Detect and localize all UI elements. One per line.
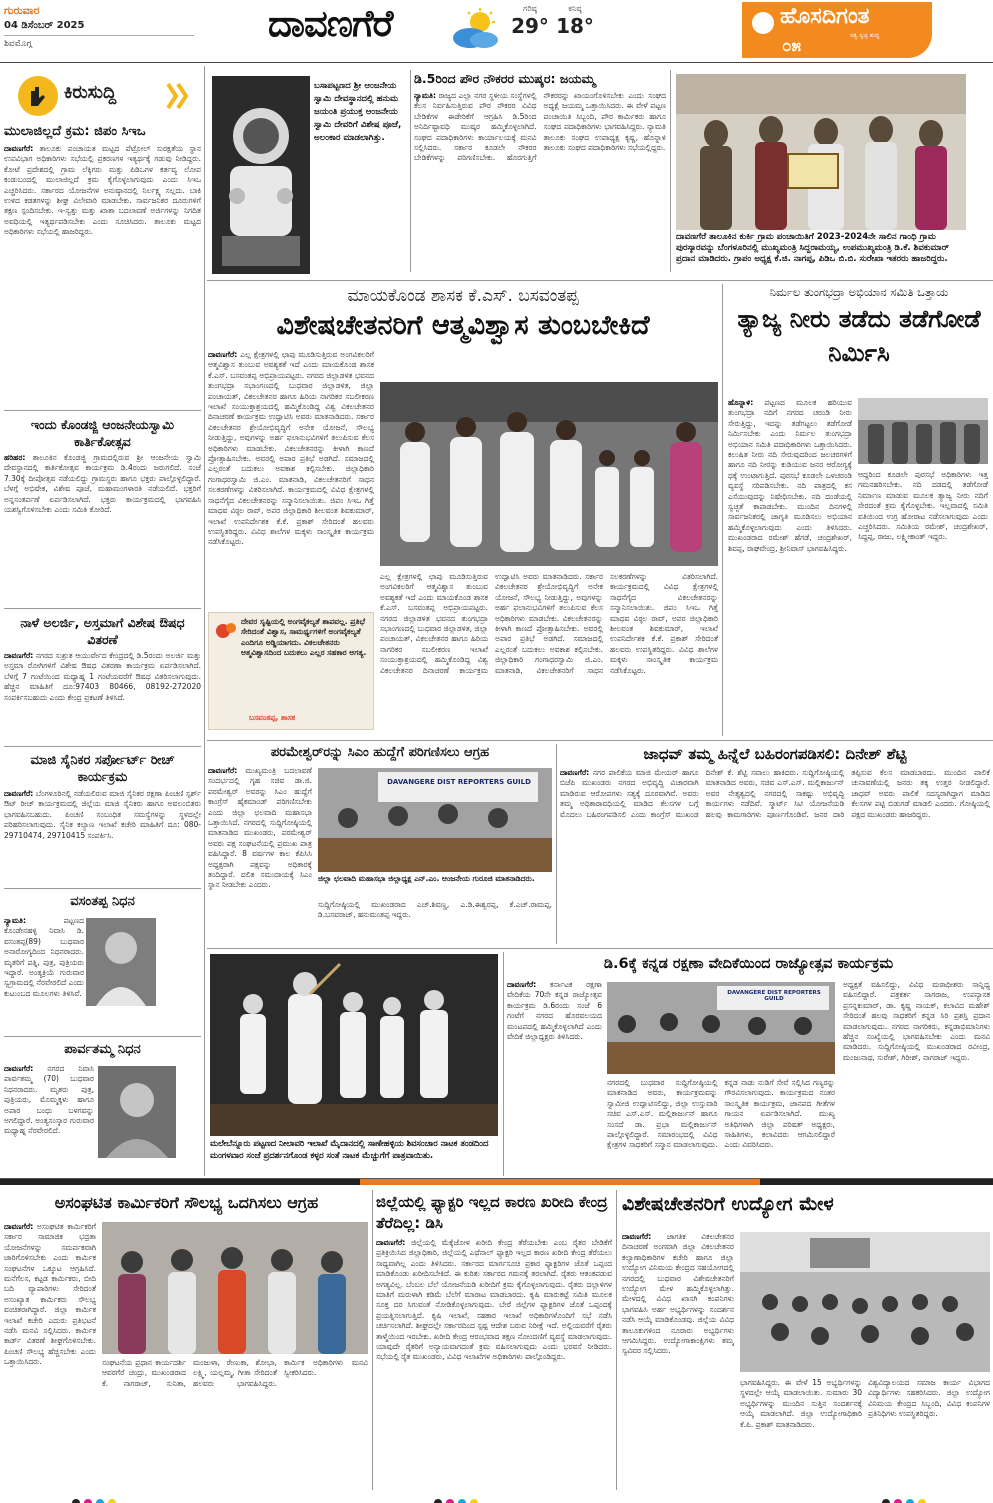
- kiru-item-1: [4, 124, 201, 410]
- jobfair-col2: [740, 1378, 862, 1484]
- cm-story: [208, 744, 552, 946]
- cm-headline: ಪರಮೇಶ್ವರ್‌ರನ್ನು ಸಿಎಂ ಹುದ್ದೆಗೆ ಪರಿಗಣಿಸಲು ಆಗ್ರಹ: [270, 745, 490, 760]
- kiru-item-2-dateline: ಹರಿಹರ:: [4, 453, 26, 462]
- water-kicker: ನಿರ್ಮಲ ತುಂಗಭದ್ರಾ ಅಭಿಯಾನ ಸಮಿತಿ ಒತ್ತಾಯ: [769, 285, 949, 299]
- factory-story: [376, 1192, 612, 1484]
- lead-quote-by: ಬಸವಂತಪ್ಪ, ಶಾಸಕ: [249, 713, 296, 722]
- unorg-headline: ಅಸಂಘಟಿತ ಕಾರ್ಮಿಕರಿಗೆ ಸೌಲಭ್ಯ ಒದಗಿಸಲು ಆಗ್ರಹ: [54, 1193, 319, 1212]
- jobfair-dateline: ದಾವಣಗೆರೆ:: [622, 1232, 652, 1241]
- kiru-item-4-title: ಮಾಜಿ ಸೈನಿಕರ ಸರ್ಪೋರ್ಟ್ ರೀಚ್ ಕಾರ್ಯಕ್ರಮ: [30, 753, 175, 785]
- obituary-2-photo: [98, 1066, 176, 1158]
- masthead-date: 04 ಡಿಸೆಂಬರ್ 2025: [4, 20, 85, 31]
- unorg-body2: ಸಂಘಟನೆಯ ಪ್ರಧಾನ ಕಾರ್ಯದರ್ಶಿ ಆವರಗೆರೆ ಚಂದ್ರು, ಮುಖಂಡರಾದ ಕೆ. ನಾಗರಾಜ್, ಸುನಿತಾ, ಮಂಜುಳಾ, ರೇಣುಕಾ, ಶೋಭಾ, ಲಕ್ಷ್ಮಿ, ಯಲ್ಲಮ್ಮ, ಗೀತಾ ಸೇರಿದಂತೆ ಹಲವರು ಭಾಗವಹಿಸಿದ್ದರು. ಕಾರ್ಮಿಕ ಅಧಿಕಾರಿಗಳು ಮನವಿ ಸ್ವೀಕರಿಸಿದರು.: [102, 1358, 368, 1388]
- obituary-1-title: ವಸಂತಪ್ಪ ನಿಧನ: [70, 894, 135, 909]
- factory-body: ಜಿಲ್ಲೆಯಲ್ಲಿ ಮೆಕ್ಕೆಜೋಳ ಖರೀದಿ ಕೇಂದ್ರ ತೆರೆಯಬೇಕು ಎಂಬ ರೈತರ ಬೇಡಿಕೆಗೆ ಪ್ರತಿಕ್ರಿಯಿಸಿದ ಜಿಲ್ಲಾಧಿಕಾರಿ, ಜಿಲ್ಲೆಯಲ್ಲಿ ಎಥೆನಾಲ್ ಫ್ಯಾಕ್ಟರಿ ಇಲ್ಲದ ಕಾರಣ ಖರೀದಿ ಕೇಂದ್ರ ತೆರೆಯಲು ಸಾಧ್ಯವಾಗಿಲ್ಲ ಎಂದು ತಿಳಿಸಿದರು. ಸರ್ಕಾರದ ಮಾರ್ಗಸೂಚಿ ಪ್ರಕಾರ ಫ್ಯಾಕ್ಟರಿಗಳ ಜೊತೆ ಒಪ್ಪಂದ ಮಾಡಿಕೊಂಡು ಖರೀದಿಸಬೇಕಿದೆ. ಈ ಕುರಿತು ಸರ್ಕಾರದ ಗಮನಕ್ಕೆ ತರಲಾಗಿದೆ. ರೈತರು ಆತಂಕಪಡುವ ಅಗತ್ಯವಿಲ್ಲ. ಬೆಂಬಲ ಬೆಲೆ ಯೋಜನೆಯಡಿ ಖರೀದಿಗೆ ಕ್ರಮ ಕೈಗೊಳ್ಳಲಾಗುವುದು. ರೈತರು ದಲ್ಲಾಳಿಗಳ ಮಾತಿಗೆ ಮರುಳಾಗಿ ಕಡಿಮೆ ಬೆಲೆಗೆ ಮಾರಾಟ ಮಾಡಬಾರದು. ಕೃಷಿ ಮಾರುಕಟ್ಟೆ ಸಮಿತಿ ಮೂಲಕ ಸೂಕ್ತ ದರ ಸಿಗುವಂತೆ ನೋಡಿಕೊಳ್ಳಲಾಗುವುದು. ಬೇರೆ ಜಿಲ್ಲೆಗಳ ಫ್ಯಾಕ್ಟರಿಗಳ ಜೊತೆ ಒಪ್ಪಂದಕ್ಕೆ ಪ್ರಯತ್ನಿಸಲಾಗುತ್ತಿದೆ. ಕೃಷಿ ಇಲಾಖೆ, ಸಹಕಾರ ಇಲಾಖೆ ಅಧಿಕಾರಿಗಳೊಂದಿಗೆ ಸಭೆ ನಡೆಸಿ ಚರ್ಚಿಸಲಾಗಿದೆ. ಶೀಘ್ರದಲ್ಲೇ ಸರ್ಕಾರದಿಂದ ಸ್ಪಷ್ಟ ಆದೇಶ ಬರುವ ನಿರೀಕ್ಷೆ ಇದೆ. ಅಲ್ಲಿಯವರೆಗೆ ರೈತರು ತಾಳ್ಮೆಯಿಂದ ಇರಬೇಕು. ಖರೀದಿ ಕೇಂದ್ರ ಆರಂಭವಾದ ತಕ್ಷಣ ನೋಂದಣಿಗೆ ವ್ಯವಸ್ಥೆ ಮಾಡಲಾಗುವುದು. ಯಾವುದೇ ರೈತರಿಗೆ ಅನ್ಯಾಯವಾಗದಂತೆ ಕ್ರಮ ವಹಿಸಲಾಗುವುದು ಎಂದು ಭರವಸೆ ನೀಡಿದರು. ಸಭೆಯಲ್ಲಿ ರೈತ ಮುಖಂಡರು, ವಿವಿಧ ಇಲಾಖೆಗಳ ಅಧಿಕಾರಿಗಳು ಪಾಲ್ಗೊಂಡಿದ್ದರು.: [376, 1238, 612, 1362]
- jobfair-body3: ವಿಶ್ವವಿದ್ಯಾಲಯದ ಸಮಾಜ ಕಾರ್ಯ ವಿಭಾಗದ ವಿದ್ಯಾರ್ಥಿಗಳು ಸಹಕರಿಸಿದರು. ಜಿಲ್ಲಾ ಉದ್ಯೋಗ ವಿನಿಮಯ ಕೇಂದ್ರದ ಸಿಬ್ಬಂದಿ, ವಿವಿಧ ಕಂಪನಿಗಳ ಪ್ರತಿನಿಧಿಗಳು ಉಪಸ್ಥಿತರಿದ್ದರು.: [868, 1378, 990, 1419]
- unorg-story: [4, 1192, 369, 1484]
- obituary-2-body: ನಗರದ ನಿವಾಸಿ ಪಾರ್ವತಮ್ಮ (70) ಬುಧವಾರ ನಿಧನರಾದರು. ಮೃತರು ಪುತ್ರ, ಪುತ್ರಿಯರು, ಮೊಮ್ಮಕ್ಕಳು ಹಾಗೂ ಅಪಾರ ಬಂಧು ಬಳಗವನ್ನು ಅಗಲಿದ್ದಾರೆ. ಅಂತ್ಯಸಂಸ್ಕಾರ ಗುರುವಾರ ಮಧ್ಯಾಹ್ನ ನೆರವೇರಲಿದೆ.: [4, 1064, 94, 1136]
- lead-kicker: ಮಾಯಕೊಂಡ ಶಾಸಕ ಕೆ.ಎಸ್. ಬಸವಂತಪ್ಪ: [347, 286, 579, 306]
- obituary-2: [4, 1042, 201, 1174]
- weather-icon: [448, 8, 506, 52]
- temple-caption: ಬಸಾಪಟ್ಟಣದ ಶ್ರೀ ಆಂಜನೇಯ ಸ್ವಾಮಿ ದೇವಸ್ಥಾನದಲ್ಲಿ ಹನುಮ ಜಯಂತಿ ಪ್ರಯುಕ್ತ ಆಂಜನೇಯ ಸ್ವಾಮಿ ದೇವರಿಗೆ ವಿಶೇಷ ಪೂಜೆ, ಅಲಂಕಾರ ಮಾಡಲಾಗಿತ್ತು.: [314, 81, 402, 143]
- cm-photo-banner: DAVANGERE DIST REPORTERS GUILD: [387, 778, 531, 786]
- rajyotsava-body3: ಅಧ್ಯಕ್ಷತೆ ವಹಿಸಲಿದ್ದು, ವಿವಿಧ ಮಠಾಧೀಶರು ಸಾನ್ನಿಧ್ಯ ವಹಿಸಲಿದ್ದಾರೆ. ಪತ್ರಕರ್ತ ನಾಗರಾಜ, ಉಪನ್ಯಾಸಕ ಪ್ರಸನ್ನಕುಮಾರ್, ಡಾ. ಕೃಷ್ಣ ನಾಯಕ್, ಕಲಾವಿದ ಮಹೇಶ್ ಸೇರಿದಂತೆ ಹಲವು ಸಾಧಕರಿಗೆ ಕನ್ನಡ ಸಿರಿ ಪ್ರಶಸ್ತಿ ಪ್ರದಾನ ಮಾಡಲಾಗುವುದು. ನಗರದ ನಾಗರಿಕರು, ಕನ್ನಡಾಭಿಮಾನಿಗಳು ಹೆಚ್ಚಿನ ಸಂಖ್ಯೆಯಲ್ಲಿ ಭಾಗವಹಿಸಬೇಕು ಎಂದು ಮನವಿ ಮಾಡಿದರು. ಸುದ್ದಿಗೋಷ್ಠಿಯಲ್ಲಿ ಮುಖಂಡರಾದ ರವೀಂದ್ರ, ಮಂಜುನಾಥ, ಸುರೇಶ್, ಗಿರೀಶ್, ನಾಗರಾಜ್ ಇದ್ದರು.: [843, 980, 990, 1062]
- obituary-1-body: ಪಟ್ಟಣದ ಕೊಂಡೇನಹಳ್ಳಿ ನಿವಾಸಿ ಡಿ. ವಸಂತಪ್ಪ(89) ಬುಧವಾರ ಅನಾರೋಗ್ಯದಿಂದ ನಿಧನರಾದರು. ಮೃತರಿಗೆ ಪತ್ನಿ, ಪುತ್ರ, ಪುತ್ರಿಯರು ಇದ್ದಾರೆ. ಅಂತ್ಯಕ್ರಿಯೆ ಗುರುವಾರ ಸ್ವಗ್ರಾಮದಲ್ಲಿ ನೆರವೇರಲಿದೆ ಎಂದು ಕುಟುಂಬದ ಮೂಲಗಳು ತಿಳಿಸಿವೆ.: [4, 916, 84, 998]
- brand-banner: [742, 2, 932, 58]
- cm-body2: ಸುದ್ದಿಗೋಷ್ಠಿಯಲ್ಲಿ ಮುಖಂಡರಾದ ಎಚ್.ಶಿವಣ್ಣ, ಎ.ಡಿ.ಈಶ್ವರಪ್ಪ, ಕೆ.ಎಚ್.ರಾಮಪ್ಪ, ಡಿ.ಬಸವರಾಜ್, ಹನುಮಂತಪ್ಪ ಇದ್ದರು.: [318, 900, 552, 920]
- kiru-item-4-dateline: ದಾವಣಗೆರೆ:: [4, 789, 34, 798]
- rajyotsava-photo: [607, 982, 835, 1074]
- kiru-item-4-body: ಬೆಂಗಳೂರಿನಲ್ಲಿ ನಡೆಯಲಿರುವ ಮಾಜಿ ಸೈನಿಕರ ರಕ್ಷಣಾ ಪಿಂಚಣಿ ಸ್ಪರ್ಶ್ ಔಟ್ ರೀಚ್ ಕಾರ್ಯಕ್ರಮದಲ್ಲಿ ಜಿಲ್ಲೆಯ ಮಾಜಿ ಸೈನಿಕರು ಹಾಗೂ ಅವಲಂಬಿತರು ಭಾಗವಹಿಸಬಹುದು. ಪಿಂಚಣಿ ಸಂಬಂಧಿತ ಸಮಸ್ಯೆಗಳನ್ನು ಸ್ಥಳದಲ್ಲೇ ಪರಿಹರಿಸಲಾಗುವುದು. ಸೈನಿಕ ಕಲ್ಯಾಣ ಇಲಾಖೆ ಕಚೇರಿ ಮಾಹಿತಿಗೆ ದೂ: 080-29710474, 29710415 ಸಂಪರ್ಕಿಸಿ.: [4, 789, 201, 840]
- water-headline: ತ್ಯಾಜ್ಯ ನೀರು ತಡೆದು ತಡೆಗೋಡೆ ನಿರ್ಮಿಸಿ: [737, 305, 981, 367]
- rajyotsava-cols: [607, 1078, 835, 1176]
- water-story: [728, 284, 990, 736]
- workers-headline: ಡಿ.5ರಿಂದ ಪೌರ ನೌಕರರ ಮುಷ್ಕರ: ಜಯಮ್ಮ: [414, 71, 596, 86]
- brand-tagline: ಸತ್ಯ ಸ್ವಚ್ಛ ಶುದ್ಧ: [850, 32, 880, 39]
- unorg-dateline: ದಾವಣಗೆರೆ:: [4, 1222, 34, 1231]
- jadhav-dateline: ದಾವಣಗೆರೆ:: [560, 768, 590, 777]
- workers-dateline: ನ್ಯಾಮತಿ:: [414, 91, 436, 100]
- max-temp: 29°: [511, 14, 549, 38]
- rajyotsava-dateline: ದಾವಣಗೆರೆ:: [507, 980, 537, 989]
- jobfair-body: ಜಾಗತಿಕ ವಿಕಲಚೇತನರ ದಿನಾಚರಣೆ ಅಂಗವಾಗಿ ಜಿಲ್ಲಾ ವಿಕಲಚೇತನರ ಕಲ್ಯಾಣಾಧಿಕಾರಿಗಳ ಕಚೇರಿ ಹಾಗೂ ಜಿಲ್ಲಾ ಉದ್ಯೋಗ ವಿನಿಮಯ ಕೇಂದ್ರದ ಸಹಯೋಗದಲ್ಲಿ ನಗರದಲ್ಲಿ ಬುಧವಾರ ವಿಶೇಷಚೇತನರಿಗೆ ಉದ್ಯೋಗ ಮೇಳ ಹಮ್ಮಿಕೊಳ್ಳಲಾಗಿತ್ತು. ಮೇಳದಲ್ಲಿ ವಿವಿಧ ಖಾಸಗಿ ಕಂಪನಿಗಳು ಭಾಗವಹಿಸಿ ಅರ್ಹ ಅಭ್ಯರ್ಥಿಗಳನ್ನು ಸಂದರ್ಶನ ನಡೆಸಿ ಆಯ್ಕೆ ಮಾಡಿಕೊಂಡವು. ಜಿಲ್ಲೆಯ ವಿವಿಧ ತಾಲೂಕುಗಳಿಂದ ನೂರಾರು ಅಭ್ಯರ್ಥಿಗಳು ಆಗಮಿಸಿದ್ದರು. ಉದ್ಯೋಗಾಕಾಂಕ್ಷಿಗಳು ತಮ್ಮ ಸ್ವವಿವರ ಸಲ್ಲಿಸಿದರು.: [622, 1232, 734, 1356]
- jadhav-body: ನಗರ ಪಾಲಿಕೆಯ ಮಾಜಿ ಮೇಯರ್ ಹಾಗೂ ಬಿಜೆಪಿ ಮುಖಂಡರು ನಗರದ ಅಭಿವೃದ್ಧಿ ವಿಚಾರವಾಗಿ ಮಾಡಿರುವ ಆರೋಪಗಳು ಸತ್ಯಕ್ಕೆ ದೂರವಾಗಿವೆ. ಅವರು ತಮ್ಮ ಅಧಿಕಾರಾವಧಿಯಲ್ಲಿ ಮಾಡಿದ ಕೆಲಸಗಳ ಬಗ್ಗೆ ಮೊದಲು ಬಹಿರಂಗಪಡಿಸಲಿ ಎಂದು ಕಾಂಗ್ರೆಸ್ ಮುಖಂಡ ದಿನೇಶ್ ಕೆ. ಶೆಟ್ಟಿ ಸವಾಲು ಹಾಕಿದರು. ಸುದ್ದಿಗೋಷ್ಠಿಯಲ್ಲಿ ಮಾತನಾಡಿದ ಅವರು, ಸಚಿವ ಎಸ್.ಎಸ್. ಮಲ್ಲಿಕಾರ್ಜುನ್ ಅವರ ನೇತೃತ್ವದಲ್ಲಿ ನಗರದಲ್ಲಿ ಸಾಕಷ್ಟು ಅಭಿವೃದ್ಧಿ ಕಾರ್ಯಗಳು ನಡೆದಿವೆ. ಸ್ಮಾರ್ಟ್ ಸಿಟಿ ಯೋಜನೆಯಡಿ ಹಲವು ಕಾಮಗಾರಿಗಳು ಪೂರ್ಣಗೊಂಡಿವೆ. ಜನರ ದಾರಿ ತಪ್ಪಿಸುವ ಕೆಲಸ ಮಾಡಬಾರದು. ಮುಂದಿನ ಪಾಲಿಕೆ ಚುನಾವಣೆಯಲ್ಲಿ ಜನರು ತಕ್ಕ ಉತ್ತರ ನೀಡಲಿದ್ದಾರೆ. ಜಾಧವ್ ಅವರು ಪಾಲಿಕೆ ಸದಸ್ಯರಾಗಿದ್ದಾಗ ಮಾಡಿದ ಕೆಲಸಗಳ ಪಟ್ಟಿ ಬಿಡುಗಡೆ ಮಾಡಲಿ ಎಂದರು. ಗೋಷ್ಠಿಯಲ್ಲಿ ಪಕ್ಷದ ಮುಖಂಡರು ಹಾಜರಿದ್ದರು.: [560, 768, 990, 819]
- rajyotsava-headline: ಡಿ.6ಕ್ಕೆ ಕನ್ನಡ ರಕ್ಷಣಾ ವೇದಿಕೆಯಿಂದ ರಾಜ್ಯೋತ್ಸವ ಕಾರ್ಯಕ್ರಮ: [603, 956, 894, 972]
- workers-body: ರಾಜ್ಯದ ಎಲ್ಲಾ ನಗರ ಸ್ಥಳೀಯ ಸಂಸ್ಥೆಗಳಲ್ಲಿ ಕೆಲಸ ನಿರ್ವಹಿಸುತ್ತಿರುವ ಪೌರ ನೌಕರರ ವಿವಿಧ ಬೇಡಿಕೆಗಳ ಈಡೇರಿಕೆಗೆ ಆಗ್ರಹಿಸಿ ಡಿ.5ರಿಂದ ಅನಿರ್ದಿಷ್ಟಾವಧಿ ಮುಷ್ಕರ ಹಮ್ಮಿಕೊಳ್ಳಲಾಗಿದೆ. ಸಂಘದ ಪದಾಧಿಕಾರಿಗಳು ಕಾರ್ಯಾಲಯಕ್ಕೆ ಮನವಿ ಸಲ್ಲಿಸಿದರು. ಸರ್ಕಾರ ಕೂಡಲೇ ನೌಕರರ ಬೇಡಿಕೆಗಳನ್ನು ಪರಿಗಣಿಸಬೇಕು. ಹೊರಗುತ್ತಿಗೆ ನೌಕರರನ್ನು ಖಾಯಂಗೊಳಿಸಬೇಕು ಎಂದು ಸಂಘದ ಅಧ್ಯಕ್ಷೆ ಜಯಮ್ಮ ಒತ್ತಾಯಿಸಿದರು. ಈ ವೇಳೆ ಪಟ್ಟಣ ಪಂಚಾಯಿತಿ ಸಿಬ್ಬಂದಿ, ಪೌರ ಕಾರ್ಮಿಕರು ಹಾಗೂ ಸಂಘದ ಪದಾಧಿಕಾರಿಗಳು ಭಾಗವಹಿಸಿದ್ದರು. ನ್ಯಾಮತಿ ತಾಲೂಕು ಸಂಘದ ಉಪಾಧ್ಯಕ್ಷ ಕೃಷ್ಣ, ಹೊನ್ನಾಳಿ ತಾಲೂಕು ಸಂಘದ ಪದಾಧಿಕಾರಿಗಳು ಸಭೆಯಲ್ಲಿದ್ದರು.: [414, 91, 666, 163]
- water-col1: [728, 398, 852, 732]
- kiru-item-3-body: ನಗರದ ಸುಶ್ರುತ ಆಯುರ್ವೇದ ಕೇಂದ್ರದಲ್ಲಿ ಡಿ.5ರಂದು ಅಲರ್ಜಿ ಮತ್ತು ಅಸ್ತಮಾ ರೋಗಿಗಳಿಗೆ ವಿಶೇಷ ಔಷಧ ವಿತರಣಾ ಕಾರ್ಯಕ್ರಮ ಏರ್ಪಡಿಸಲಾಗಿದೆ. ಬೆಳಗ್ಗೆ 7 ಗಂಟೆಯಿಂದ ಮಧ್ಯಾಹ್ನ 1 ಗಂಟೆಯವರೆಗೆ ಔಷಧ ವಿತರಿಸಲಾಗುವುದು. ಹೆಚ್ಚಿನ ಮಾಹಿತಿಗೆ ದೂ:97403 80466, 08192-272020 ಸಂಪರ್ಕಿಸಬಹುದು ಎಂದು ಕೇಂದ್ರ ಪ್ರಕಟಣೆ ತಿಳಿಸಿದೆ.: [4, 651, 201, 702]
- water-body2: ಆದ್ದರಿಂದ ಕೂಡಲೇ ಪುರಸಭೆ ಅಧಿಕಾರಿಗಳು ಇತ್ತ ಗಮನಹರಿಸಬೇಕು. ನದಿ ದಡದಲ್ಲಿ ತಡೆಗೋಡೆ ನಿರ್ಮಾಣ ಮಾಡುವ ಮೂಲಕ ತ್ಯಾಜ್ಯ ನೀರು ನದಿಗೆ ಸೇರದಂತೆ ಕ್ರಮ ಕೈಗೊಳ್ಳಬೇಕು. ಇಲ್ಲವಾದಲ್ಲಿ ಸಮಿತಿ ವತಿಯಿಂದ ಉಗ್ರ ಹೋರಾಟ ನಡೆಸಲಾಗುವುದು ಎಂದು ಎಚ್ಚರಿಸಿದರು. ಸಮಿತಿಯ ರಮೇಶ್, ಚಂದ್ರಶೇಖರ್, ಸಿದ್ದಪ್ಪ, ರಾಜು, ಲಕ್ಷ್ಮೀಕಾಂತ್ ಇದ್ದರು.: [858, 470, 988, 542]
- brand-logo-icon: [752, 12, 774, 34]
- kiru-item-1-body: ತಾಲೂಕು ಪಂಚಾಯತ ಮಟ್ಟದ ಪೆಟ್ರೋಲ್ ಸುರಕ್ಷತೆಯ ಸ್ಥಾನ ಉಪವಿಭಾಗ ಅಧಿಕಾರಿಗಳು ಸಭೆಯಲ್ಲಿ ಪ್ರಕರಣಗಳ ಇತ್ಯರ್ಥಕ್ಕೆ ಗಡುವು ನೀಡಿದ್ದರು. ಕೋಟೆ ಪ್ರದೇಶದಲ್ಲಿ ಗ್ರಾಮ ಲೆಕ್ಕಿಗರು ಮತ್ತು ಪಿಡಿಒಗಳ ಕರ್ತವ್ಯ ಲೋಪ ಕಂಡುಬಂದಲ್ಲಿ ಮುಲಾಜಿಲ್ಲದೆ ಕ್ರಮ ಕೈಗೊಳ್ಳಲಾಗುವುದು ಎಂದು ಸಿಇಒ ಎಚ್ಚರಿಸಿದರು. ಸರ್ಕಾರದ ಯೋಜನೆಗಳ ಅನುಷ್ಠಾನದಲ್ಲಿ ನಿರ್ಲಕ್ಷ್ಯ ಸಲ್ಲದು. ಬಾಕಿ ಉಳಿದ ಕಡತಗಳನ್ನು ಶೀಘ್ರ ವಿಲೇವಾರಿ ಮಾಡಬೇಕು. ಸಾರ್ವಜನಿಕರ ದೂರುಗಳಿಗೆ ತಕ್ಷಣ ಸ್ಪಂದಿಸಬೇಕು. ಇ-ಸ್ವತ್ತು ಮತ್ತು ಖಾತಾ ಬದಲಾವಣೆ ಅರ್ಜಿಗಳನ್ನು ನಿಗದಿತ ಅವಧಿಯಲ್ಲಿ ಇತ್ಯರ್ಥಪಡಿಸಬೇಕು ಎಂದು ಸೂಚಿಸಿದರು. ತಾಲೂಕು ಮಟ್ಟದ ಅಧಿಕಾರಿಗಳು ಸಭೆಯಲ್ಲಿ ಹಾಜರಿದ್ದರು.: [4, 144, 201, 237]
- min-temp: 18°: [556, 14, 594, 38]
- lead-dateline: ದಾವಣಗೆರೆ:: [208, 350, 238, 359]
- award-photo: [676, 74, 966, 230]
- drama-caption: ಮಲೇಬೆನ್ನೂರು ಪಟ್ಟಣದ ನೀಲಾವರಿ ಇಲಾಖೆ ಮೈದಾನದಲ್ಲಿ ಸಾಣೇಹಳ್ಳಿಯ ಶಿವಸಂಚಾರ ನಾಟಕ ತಂಡದಿಂದ ಮಂಗಳವಾರ ಸಂಜೆ ಪ್ರದರ್ಶನಗೊಂಡ ಕಳ್ಳರ ಸಂತೆ ನಾಟಕ ಮೆಚ್ಚುಗೆಗೆ ಪಾತ್ರವಾಯಿತು.: [210, 1138, 489, 1160]
- drama-photo: [210, 954, 498, 1136]
- masthead: [0, 0, 993, 64]
- jobfair-headline: ವಿಶೇಷಚೇತನರಿಗೆ ಉದ್ಯೋಗ ಮೇಳ: [622, 1193, 834, 1215]
- unorg-col1: [4, 1222, 96, 1484]
- award-caption: ದಾವಣಗೆರೆ ತಾಲೂಕಿನ ಕುರ್ಕಿ ಗ್ರಾಮ ಪಂಚಾಯಿತಿಗೆ 2023-2024ನೇ ಸಾಲಿನ ಗಾಂಧಿ ಗ್ರಾಮ ಪುರಸ್ಕಾರವನ್ನು ಬೆಂಗಳೂರಿನಲ್ಲಿ ಮುಖ್ಯಮಂತ್ರಿ ಸಿದ್ದರಾಮಯ್ಯ, ಉಪಮುಖ್ಯಮಂತ್ರಿ ಡಿ.ಕೆ. ಶಿವಕುಮಾರ್ ಪ್ರದಾನ ಮಾಡಿದರು. ಗ್ರಾಪಂ ಅಧ್ಯಕ್ಷ ಕೆ.ಜಿ. ನಾಗಪ್ಪ, ಪಿಡಿಒ ಬಿ.ಬಿ. ಸುರೇಖಾ ಇತರರು ಹಾಜರಿದ್ದರು.: [676, 232, 950, 264]
- rajyotsava-col4: [843, 980, 990, 1176]
- jadhav-headline: ಜಾಧವ್ ತಮ್ಮ ಹಿನ್ನೆಲೆ ಬಹಿರಂಗಪಡಿಸಲಿ: ದಿನೇಶ್ ಶೆಟ್ಟಿ: [643, 745, 907, 763]
- brand-name: ಹೊಸದಿಗಂತ: [780, 4, 870, 29]
- max-temp-block: [510, 4, 550, 54]
- kiru-item-3-dateline: ದಾವಣಗೆರೆ:: [4, 651, 34, 660]
- kiru-item-1-title: ಮುಲಾಜಿಲ್ಲದೆ ಕ್ರಮ: ಜಿಪಂ ಸಿಇಒ: [4, 124, 146, 139]
- jobfair-photo: [740, 1232, 990, 1372]
- lead-col1: [208, 350, 374, 610]
- chevrons-icon: [164, 82, 192, 110]
- kirusuddi-header: [14, 74, 192, 118]
- kiru-item-4: [4, 752, 201, 884]
- factory-headline: ಜಿಲ್ಲೆಯಲ್ಲಿ ಫ್ಯಾಕ್ಟರಿ ಇಲ್ಲದ ಕಾರಣ ಖರೀದಿ ಕೇಂದ್ರ ತೆರೆದಿಲ್ಲ: ಡಿಸಿ: [376, 1193, 608, 1232]
- factory-dateline: ದಾವಣಗೆರೆ:: [376, 1238, 406, 1247]
- temple-photo: [212, 76, 310, 274]
- kiru-item-2: [4, 416, 201, 604]
- section-accent-bar: [0, 1179, 993, 1185]
- cm-body: ಮುಖ್ಯಮಂತ್ರಿ ಬದಲಾವಣೆ ಸಂದರ್ಭದಲ್ಲಿ ಗೃಹ ಸಚಿವ ಡಾ.ಜಿ. ಪರಮೇಶ್ವರ್ ಅವರನ್ನು ಸಿಎಂ ಹುದ್ದೆಗೆ ಕಾಂಗ್ರೆಸ್ ಹೈಕಮಾಂಡ್ ಪರಿಗಣಿಸಬೇಕು ಎಂದು ಜಿಲ್ಲಾ ಛಲವಾದಿ ಮಹಾಸಭಾ ಒತ್ತಾಯಿಸಿದೆ. ನಗರದಲ್ಲಿ ಸುದ್ದಿಗೋಷ್ಠಿಯಲ್ಲಿ ಮಾತನಾಡಿದ ಮುಖಂಡರು, ಪರಮೇಶ್ವರ್ ಅವರು ಪಕ್ಷ ಸಂಘಟನೆಯಲ್ಲಿ ಪ್ರಮುಖ ಪಾತ್ರ ವಹಿಸಿದ್ದಾರೆ. 8 ವರ್ಷಗಳ ಕಾಲ ಕೆಪಿಸಿಸಿ ಅಧ್ಯಕ್ಷರಾಗಿ ಪಕ್ಷವನ್ನು ಅಧಿಕಾರಕ್ಕೆ ತಂದಿದ್ದಾರೆ. ದಲಿತ ಸಮುದಾಯಕ್ಕೆ ಸಿಎಂ ಸ್ಥಾನ ನೀಡಬೇಕು ಎಂದರು.: [208, 766, 312, 890]
- kiru-item-1-dateline: ದಾವಣಗೆರೆ:: [4, 144, 34, 153]
- lead-body-continued: ಎಲ್ಲ ಕ್ಷೇತ್ರಗಳಲ್ಲಿ ಛಾಪು ಮೂಡಿಸುತ್ತಿರುವ ಅಂಗವಿಕಲರಿಗೆ ಆತ್ಮವಿಶ್ವಾಸ ತುಂಬುವ ಅವಶ್ಯಕತೆ ಇದೆ ಎಂದು ಮಾಯಕೊಂಡ ಶಾಸಕ ಕೆ.ಎಸ್. ಬಸವಂತಪ್ಪ ಅಭಿಪ್ರಾಯಪಟ್ಟರು. ನಗರದ ಜಿಲ್ಲಾಡಳಿತ ಭವನದ ತುಂಗಭದ್ರಾ ಸಭಾಂಗಣದಲ್ಲಿ ಬುಧವಾರ ಜಿಲ್ಲಾಡಳಿತ, ಜಿಲ್ಲಾ ಪಂಚಾಯತ್, ವಿಕಲಚೇತನರ ಹಾಗೂ ಹಿರಿಯ ನಾಗರಿಕರ ಸಬಲೀಕರಣ ಇಲಾಖೆ ಸಂಯುಕ್ತಾಶ್ರಯದಲ್ಲಿ ಹಮ್ಮಿಕೊಂಡಿದ್ದ ವಿಶ್ವ ವಿಕಲಚೇತನರ ದಿನಾಚರಣೆ ಕಾರ್ಯಕ್ರಮ ಉದ್ಘಾಟಿಸಿ ಅವರು ಮಾತನಾಡಿದರು. ಸರ್ಕಾರ ವಿಕಲಚೇತನರ ಶ್ರೇಯೋಭಿವೃದ್ಧಿಗೆ ಅನೇಕ ಯೋಜನೆ, ಸೌಲಭ್ಯ ನೀಡುತ್ತಿದ್ದು, ಅವುಗಳನ್ನು ಅರ್ಹ ಫಲಾನುಭವಿಗಳಿಗೆ ತಲುಪಿಸುವ ಕೆಲಸ ಅಧಿಕಾರಿಗಳು ಮಾಡಬೇಕು. ವಿಕಲಚೇತನರನ್ನು ಕೀಳಾಗಿ ಕಾಣದೆ ಪ್ರೋತ್ಸಾಹಿಸಬೇಕು. ಅವರಲ್ಲಿ ಅಪಾರ ಪ್ರತಿಭೆ ಅಡಗಿದೆ. ಸಮಾಜದಲ್ಲಿ ಎಲ್ಲರಂತೆ ಬದುಕಲು ಅವಕಾಶ ಕಲ್ಪಿಸಬೇಕು. ಜಿಲ್ಲಾಧಿಕಾರಿ ಗಂಗಾಧರಸ್ವಾಮಿ ಜಿ.ಎಂ. ಮಾತನಾಡಿ, ವಿಕಲಚೇತನರಿಗೆ ಸಾಧನ ಸಲಕರಣೆಗಳನ್ನು ವಿತರಿಸಲಾಗಿದೆ. ಕಾರ್ಯಕ್ರಮದಲ್ಲಿ ವಿವಿಧ ಕ್ಷೇತ್ರಗಳಲ್ಲಿ ಸಾಧನೆಗೈದ ವಿಕಲಚೇತನರನ್ನು ಸನ್ಮಾನಿಸಲಾಯಿತು. ಜಿಪಂ ಸಿಇಒ ಗಿತ್ತೆ ಮಾಧವ ವಿಠ್ಠಲ ರಾವ್, ಅಪರ ಜಿಲ್ಲಾಧಿಕಾರಿ ಶೀಲವಂತ ಶಿವಕುಮಾರ್, ಇಲಾಖೆ ಉಪನಿರ್ದೇಶಕ ಕೆ.ಕೆ. ಪ್ರಕಾಶ್ ಸೇರಿದಂತೆ ಹಲವರು ಉಪಸ್ಥಿತರಿದ್ದರು. ವಿವಿಧ ಶಾಲೆಗಳ ಮಕ್ಕಳು ಸಾಂಸ್ಕೃತಿಕ ಕಾರ್ಯಕ್ರಮ ನಡೆಸಿಕೊಟ್ಟರು.: [380, 572, 718, 675]
- lead-body: ಎಲ್ಲ ಕ್ಷೇತ್ರಗಳಲ್ಲಿ ಛಾಪು ಮೂಡಿಸುತ್ತಿರುವ ಅಂಗವಿಕಲರಿಗೆ ಆತ್ಮವಿಶ್ವಾಸ ತುಂಬುವ ಅವಶ್ಯಕತೆ ಇದೆ ಎಂದು ಮಾಯಕೊಂಡ ಶಾಸಕ ಕೆ.ಎಸ್. ಬಸವಂತಪ್ಪ ಅಭಿಪ್ರಾಯಪಟ್ಟರು. ನಗರದ ಜಿಲ್ಲಾಡಳಿತ ಭವನದ ತುಂಗಭದ್ರಾ ಸಭಾಂಗಣದಲ್ಲಿ ಬುಧವಾರ ಜಿಲ್ಲಾಡಳಿತ, ಜಿಲ್ಲಾ ಪಂಚಾಯತ್, ವಿಕಲಚೇತನರ ಹಾಗೂ ಹಿರಿಯ ನಾಗರಿಕರ ಸಬಲೀಕರಣ ಇಲಾಖೆ ಸಂಯುಕ್ತಾಶ್ರಯದಲ್ಲಿ ಹಮ್ಮಿಕೊಂಡಿದ್ದ ವಿಶ್ವ ವಿಕಲಚೇತನರ ದಿನಾಚರಣೆ ಕಾರ್ಯಕ್ರಮ ಉದ್ಘಾಟಿಸಿ ಅವರು ಮಾತನಾಡಿದರು. ಸರ್ಕಾರ ವಿಕಲಚೇತನರ ಶ್ರೇಯೋಭಿವೃದ್ಧಿಗೆ ಅನೇಕ ಯೋಜನೆ, ಸೌಲಭ್ಯ ನೀಡುತ್ತಿದ್ದು, ಅವುಗಳನ್ನು ಅರ್ಹ ಫಲಾನುಭವಿಗಳಿಗೆ ತಲುಪಿಸುವ ಕೆಲಸ ಅಧಿಕಾರಿಗಳು ಮಾಡಬೇಕು. ವಿಕಲಚೇತನರನ್ನು ಕೀಳಾಗಿ ಕಾಣದೆ ಪ್ರೋತ್ಸಾಹಿಸಬೇಕು. ಅವರಲ್ಲಿ ಅಪಾರ ಪ್ರತಿಭೆ ಅಡಗಿದೆ. ಸಮಾಜದಲ್ಲಿ ಎಲ್ಲರಂತೆ ಬದುಕಲು ಅವಕಾಶ ಕಲ್ಪಿಸಬೇಕು. ಜಿಲ್ಲಾಧಿಕಾರಿ ಗಂಗಾಧರಸ್ವಾಮಿ ಜಿ.ಎಂ. ಮಾತನಾಡಿ, ವಿಕಲಚೇತನರಿಗೆ ಸಾಧನ ಸಲಕರಣೆಗಳನ್ನು ವಿತರಿಸಲಾಗಿದೆ. ಕಾರ್ಯಕ್ರಮದಲ್ಲಿ ವಿವಿಧ ಕ್ಷೇತ್ರಗಳಲ್ಲಿ ಸಾಧನೆಗೈದ ವಿಕಲಚೇತನರನ್ನು ಸನ್ಮಾನಿಸಲಾಯಿತು. ಜಿಪಂ ಸಿಇಒ ಗಿತ್ತೆ ಮಾಧವ ವಿಠ್ಠಲ ರಾವ್, ಅಪರ ಜಿಲ್ಲಾಧಿಕಾರಿ ಶೀಲವಂತ ಶಿವಕುಮಾರ್, ಇಲಾಖೆ ಉಪನಿರ್ದೇಶಕ ಕೆ.ಕೆ. ಪ್ರಕಾಶ್ ಸೇರಿದಂತೆ ಹಲವರು ಉಪಸ್ಥಿತರಿದ್ದರು. ವಿವಿಧ ಶಾಲೆಗಳ ಮಕ್ಕಳು ಸಾಂಸ್ಕೃತಿಕ ಕಾರ್ಯಕ್ರಮ ನಡೆಸಿಕೊಟ್ಟರು.: [208, 350, 374, 547]
- jadhav-story: [560, 744, 990, 946]
- jobfair-col3: [868, 1378, 990, 1484]
- rajyotsava-story: [507, 954, 990, 1176]
- kirusuddi-label: ಕಿರುಸುದ್ದಿ: [64, 82, 117, 103]
- water-photo: [858, 398, 988, 464]
- water-dateline: ಹೊನ್ನಾಳಿ:: [728, 398, 754, 407]
- min-temp-block: [555, 4, 595, 54]
- cm-dateline: ದಾವಣಗೆರೆ:: [208, 766, 238, 775]
- kiru-item-3-title: ನಾಳೆ ಅಲರ್ಜಿ, ಅಸ್ತಮಾಗೆ ವಿಶೇಷ ಔಷಧ ವಿತರಣೆ: [20, 615, 185, 647]
- cm-col2: [318, 900, 552, 946]
- jobfair-story: [622, 1192, 990, 1484]
- lead-quote-box: [208, 612, 374, 730]
- hand-icon: [18, 76, 58, 116]
- masthead-city: ಶಿವಮೊಗ್ಗ: [4, 39, 32, 49]
- lead-story: [208, 284, 718, 736]
- page-number: ೦೫: [782, 36, 802, 56]
- unorg-cols: [102, 1358, 368, 1484]
- rajyotsava-col1: [507, 980, 602, 1176]
- masthead-date-block: [4, 4, 204, 58]
- registration-marks: [0, 1490, 993, 1503]
- rajyotsava-photo-banner: DAVANGERE DIST REPORTERS GUILD: [727, 990, 821, 1002]
- masthead-day: ಗುರುವಾರ: [4, 4, 40, 17]
- kiru-item-3: [4, 614, 201, 744]
- obituary-2-dateline: ದಾವಣಗೆರೆ:: [4, 1064, 34, 1073]
- lead-cols: [380, 572, 718, 732]
- rajyotsava-body2: ನಗರದಲ್ಲಿ ಬುಧವಾರ ಸುದ್ದಿಗೋಷ್ಠಿಯಲ್ಲಿ ಮಾತನಾಡಿದ ಅವರು, ಕಾರ್ಯಕ್ರಮವನ್ನು ಸ್ವಾಮೀಜಿ ಉದ್ಘಾಟಿಸಲಿದ್ದು, ಜಿಲ್ಲಾ ಉಸ್ತುವಾರಿ ಸಚಿವ ಎಸ್.ಎಸ್. ಮಲ್ಲಿಕಾರ್ಜುನ್ ಹಾಗೂ ಸಂಸದೆ ಡಾ. ಪ್ರಭಾ ಮಲ್ಲಿಕಾರ್ಜುನ್ ಪಾಲ್ಗೊಳ್ಳಲಿದ್ದಾರೆ. ಸಮಾರಂಭದಲ್ಲಿ ವಿವಿಧ ಕ್ಷೇತ್ರಗಳ ಸಾಧಕರಿಗೆ ಸನ್ಮಾನ ಮಾಡಲಾಗುವುದು. ಕನ್ನಡ ನಾಡು ನುಡಿಗೆ ಸೇವೆ ಸಲ್ಲಿಸಿದ ಗಣ್ಯರನ್ನು ಗೌರವಿಸಲಾಗುವುದು. ಕಾರ್ಯಕ್ರಮದ ನಂತರ ಸಾಂಸ್ಕೃತಿಕ ಕಾರ್ಯಕ್ರಮ, ಜಾನಪದ ಗೀತೆಗಳ ಗಾಯನ ಏರ್ಪಡಿಸಲಾಗಿದೆ. ಮುಖ್ಯ ಅತಿಥಿಗಳಾಗಿ ಜಿಲ್ಲಾ ಪರಿಷತ್ ಅಧ್ಯಕ್ಷರು, ಸಾಹಿತಿಗಳು, ಕಲಾವಿದರು ಆಗಮಿಸಲಿದ್ದಾರೆ ಎಂದು ವಿವರಿಸಿದರು.: [607, 1078, 835, 1150]
- jobfair-body2: ಭಾಗವಹಿಸಿದ್ದರು. ಈ ವೇಳೆ 15 ಅಭ್ಯರ್ಥಿಗಳನ್ನು ಸ್ಥಳದಲ್ಲೇ ಆಯ್ಕೆ ಮಾಡಲಾಯಿತು. ಸುಮಾರು 30 ಅಭ್ಯರ್ಥಿಗಳನ್ನು ಮುಂದಿನ ಸುತ್ತಿನ ಸಂದರ್ಶನಕ್ಕೆ ಆಯ್ಕೆ ಮಾಡಲಾಗಿದೆ. ಜಿಲ್ಲಾ ಉದ್ಯೋಗಾಧಿಕಾರಿ ಕೆ.ಪಿ. ಪ್ರಕಾಶ್ ಮಾತನಾಡಿದರು.: [740, 1378, 862, 1429]
- unorg-body: ಅಸಂಘಟಿತ ಕಾರ್ಮಿಕರಿಗೆ ಸರ್ಕಾರ ಸಾಮಾಜಿಕ ಭದ್ರತಾ ಯೋಜನೆಗಳನ್ನು ಸಮರ್ಪಕವಾಗಿ ಜಾರಿಗೊಳಿಸಬೇಕು ಎಂದು ಕಾರ್ಮಿಕ ಸಂಘಟನೆಗಳ ಒಕ್ಕೂಟ ಆಗ್ರಹಿಸಿದೆ. ಮನೆಗೆಲಸ, ಕಟ್ಟಡ ಕಾರ್ಮಿಕರು, ಬೀದಿ ಬದಿ ವ್ಯಾಪಾರಿಗಳು ಸೇರಿದಂತೆ ಅಸಂಖ್ಯಾತ ಕಾರ್ಮಿಕರು ಸೌಲಭ್ಯ ವಂಚಿತರಾಗಿದ್ದಾರೆ. ಜಿಲ್ಲಾ ಕಾರ್ಮಿಕ ಇಲಾಖೆ ಕಚೇರಿ ಎದುರು ಪ್ರತಿಭಟನೆ ನಡೆಸಿ ಮನವಿ ಸಲ್ಲಿಸಿದರು. ಕಾರ್ಮಿಕ ಕಾರ್ಡ್ ವಿತರಣೆ ಶೀಘ್ರಗೊಳಿಸಬೇಕು. ಪಿಂಚಣಿ ಸೌಲಭ್ಯ ಹೆಚ್ಚಿಸಬೇಕು ಎಂದು ಒತ್ತಾಯಿಸಿದರು.: [4, 1222, 96, 1367]
- lead-headline: ವಿಶೇಷಚೇತನರಿಗೆ ಆತ್ಮವಿಶ್ವಾಸ ತುಂಬಬೇಕಿದೆ: [276, 310, 650, 341]
- water-col2: [858, 470, 988, 732]
- min-label: ಕನಿಷ್ಠ: [568, 4, 582, 13]
- max-label: ಗರಿಷ್ಠ: [523, 4, 537, 13]
- kiru-item-2-title: ಇಂದು ಕೊಂಡಜ್ಜಿ ಆಂಜನೇಯಸ್ವಾಮಿ ಕಾರ್ತಿಕೋತ್ಸವ: [30, 417, 175, 449]
- cm-col1: [208, 766, 312, 946]
- kirusuddi-column: [4, 68, 201, 1174]
- edition-title: ದಾವಣಗೆರೆ: [268, 2, 393, 45]
- obituary-1-photo: [86, 918, 156, 1006]
- kiru-item-2-body: ತಾಲೂಕಿನ ಕೊಂಡಜ್ಜಿ ಗ್ರಾಮದಲ್ಲಿರುವ ಶ್ರೀ ಆಂಜನೇಯ ಸ್ವಾಮಿ ದೇವಸ್ಥಾನದಲ್ಲಿ ಕಾರ್ತಿಕೋತ್ಸವ ಕಾರ್ಯಕ್ರಮ ಡಿ.4ರಂದು ಜರುಗಲಿದೆ. ಸಂಜೆ 7.30ಕ್ಕೆ ದೀಪೋತ್ಸವ ನಡೆಯಲಿದ್ದು ಗ್ರಾಮಸ್ಥರು ಹಾಗೂ ಭಕ್ತರು ಪಾಲ್ಗೊಳ್ಳಲಿದ್ದಾರೆ. ಬೆಳಗ್ಗೆ ಅಭಿಷೇಕ, ವಿಶೇಷ ಪೂಜೆ, ಮಹಾಮಂಗಳಾರತಿ ನಡೆಯಲಿದೆ. ಭಕ್ತರಿಗೆ ಅನ್ನಸಂತರ್ಪಣೆ ಏರ್ಪಡಿಸಲಾಗಿದೆ. ಭಕ್ತರು ಕಾರ್ಯಕ್ರಮದಲ್ಲಿ ಭಾಗವಹಿಸಿ ಯಶಸ್ವಿಗೊಳಿಸಬೇಕು ಎಂದು ಸಮಿತಿ ಕೋರಿದೆ.: [4, 453, 201, 515]
- water-body: ಪಟ್ಟಣದ ಮೂಲಕ ಹರಿಯುವ ತುಂಗಭದ್ರಾ ನದಿಗೆ ನಗರದ ಚರಂಡಿ ನೀರು ಸೇರುತ್ತಿದ್ದು, ಇದನ್ನು ತಡೆಗಟ್ಟಲು ತಡೆಗೋಡೆ ನಿರ್ಮಿಸಬೇಕು ಎಂದು ನಿರ್ಮಲ ತುಂಗಭದ್ರಾ ಅಭಿಯಾನ ಸಮಿತಿ ಪದಾಧಿಕಾರಿಗಳು ಒತ್ತಾಯಿಸಿದರು. ಕಲುಷಿತ ನೀರು ನದಿ ಸೇರುವುದರಿಂದ ಜಲಚರಗಳಿಗೆ ಹಾಗೂ ನದಿ ನೀರನ್ನು ಕುಡಿಯುವ ಜನರ ಆರೋಗ್ಯಕ್ಕೆ ಧಕ್ಕೆ ಉಂಟಾಗುತ್ತಿದೆ. ಪುರಸಭೆ ಕೂಡಲೇ ಒಳಚರಂಡಿ ವ್ಯವಸ್ಥೆ ಸರಿಪಡಿಸಬೇಕು. ನದಿ ಪಾತ್ರದಲ್ಲಿ ಕಸ ಎಸೆಯುವುದನ್ನು ನಿಷೇಧಿಸಬೇಕು. ನದಿ ದಂಡೆಯಲ್ಲಿ ಸ್ವಚ್ಛತೆ ಕಾಪಾಡಬೇಕು. ಮುಂದಿನ ದಿನಗಳಲ್ಲಿ ಸಾರ್ವಜನಿಕರಲ್ಲಿ ಜಾಗೃತಿ ಮೂಡಿಸಲು ಅಭಿಯಾನ ಹಮ್ಮಿಕೊಳ್ಳಲಾಗುವುದು ಎಂದು ತಿಳಿಸಿದರು. ಮುಖಂಡರಾದ ರಮೇಶ್ ಹೆಗಡೆ, ಚಂದ್ರಶೇಖರ್, ಶಿವಪ್ಪ, ರಾಘವೇಂದ್ರ, ಶ್ರೀನಿವಾಸ್ ಭಾಗವಹಿಸಿದ್ದರು.: [728, 398, 852, 553]
- obituary-1-dateline: ನ್ಯಾಮತಿ:: [4, 916, 26, 925]
- quote-icon: [215, 619, 237, 641]
- workers-story: [414, 70, 666, 276]
- jobfair-col1: [622, 1232, 734, 1484]
- rajyotsava-body: ಕರ್ನಾಟಕ ರಕ್ಷಣಾ ವೇದಿಕೆಯ 70ನೇ ಕನ್ನಡ ರಾಜ್ಯೋತ್ಸವ ಕಾರ್ಯಕ್ರಮ ಡಿ.6ರಂದು ಸಂಜೆ 6 ಗಂಟೆಗೆ ನಗರದ ಹೊರವಲಯದ ಮಂಟಪದಲ್ಲಿ ಹಮ್ಮಿಕೊಳ್ಳಲಾಗಿದೆ ಎಂದು ವೇದಿಕೆ ಜಿಲ್ಲಾಧ್ಯಕ್ಷರು ತಿಳಿಸಿದರು.: [507, 980, 602, 1042]
- unorg-photo: [102, 1222, 368, 1354]
- lead-quote: ದೇವರ ಸೃಷ್ಟಿಯಲ್ಲಿ ಅಂಗವೈಕಲ್ಯತೆ ಶಾಪವಲ್ಲ. ಪ್ರತಿಭೆ ಸೇರಿದಂತೆ ವಿಶ್ವಾಸ, ಸಾಮರ್ಥ್ಯಗಳಿಗೆ ಅಂಗವೈಕಲ್ಯತೆ ಎಂದಿಗೂ ಅಡ್ಡಿಯಾಗದು. ವಿಕಲಚೇತನರು ಆತ್ಮವಿಶ್ವಾಸದಿಂದ ಬದುಕಲು ಎಲ್ಲರ ಸಹಕಾರ ಅಗತ್ಯ.: [241, 617, 367, 657]
- cm-photo: [318, 768, 552, 872]
- lead-photo: [380, 382, 718, 566]
- cm-caption: ಜಿಲ್ಲಾ ಛಲವಾದಿ ಮಹಾಸಭಾ ಜಿಲ್ಲಾಧ್ಯಕ್ಷ ಎನ್.ಎಂ. ಆಂಜನೇಯ ಗುರೂಜಿ ಮಾತನಾಡಿದರು.: [318, 874, 535, 883]
- obituary-1: [4, 894, 201, 1034]
- obituary-2-title: ಪಾರ್ವತಮ್ಮ ನಿಧನ: [64, 1042, 141, 1057]
